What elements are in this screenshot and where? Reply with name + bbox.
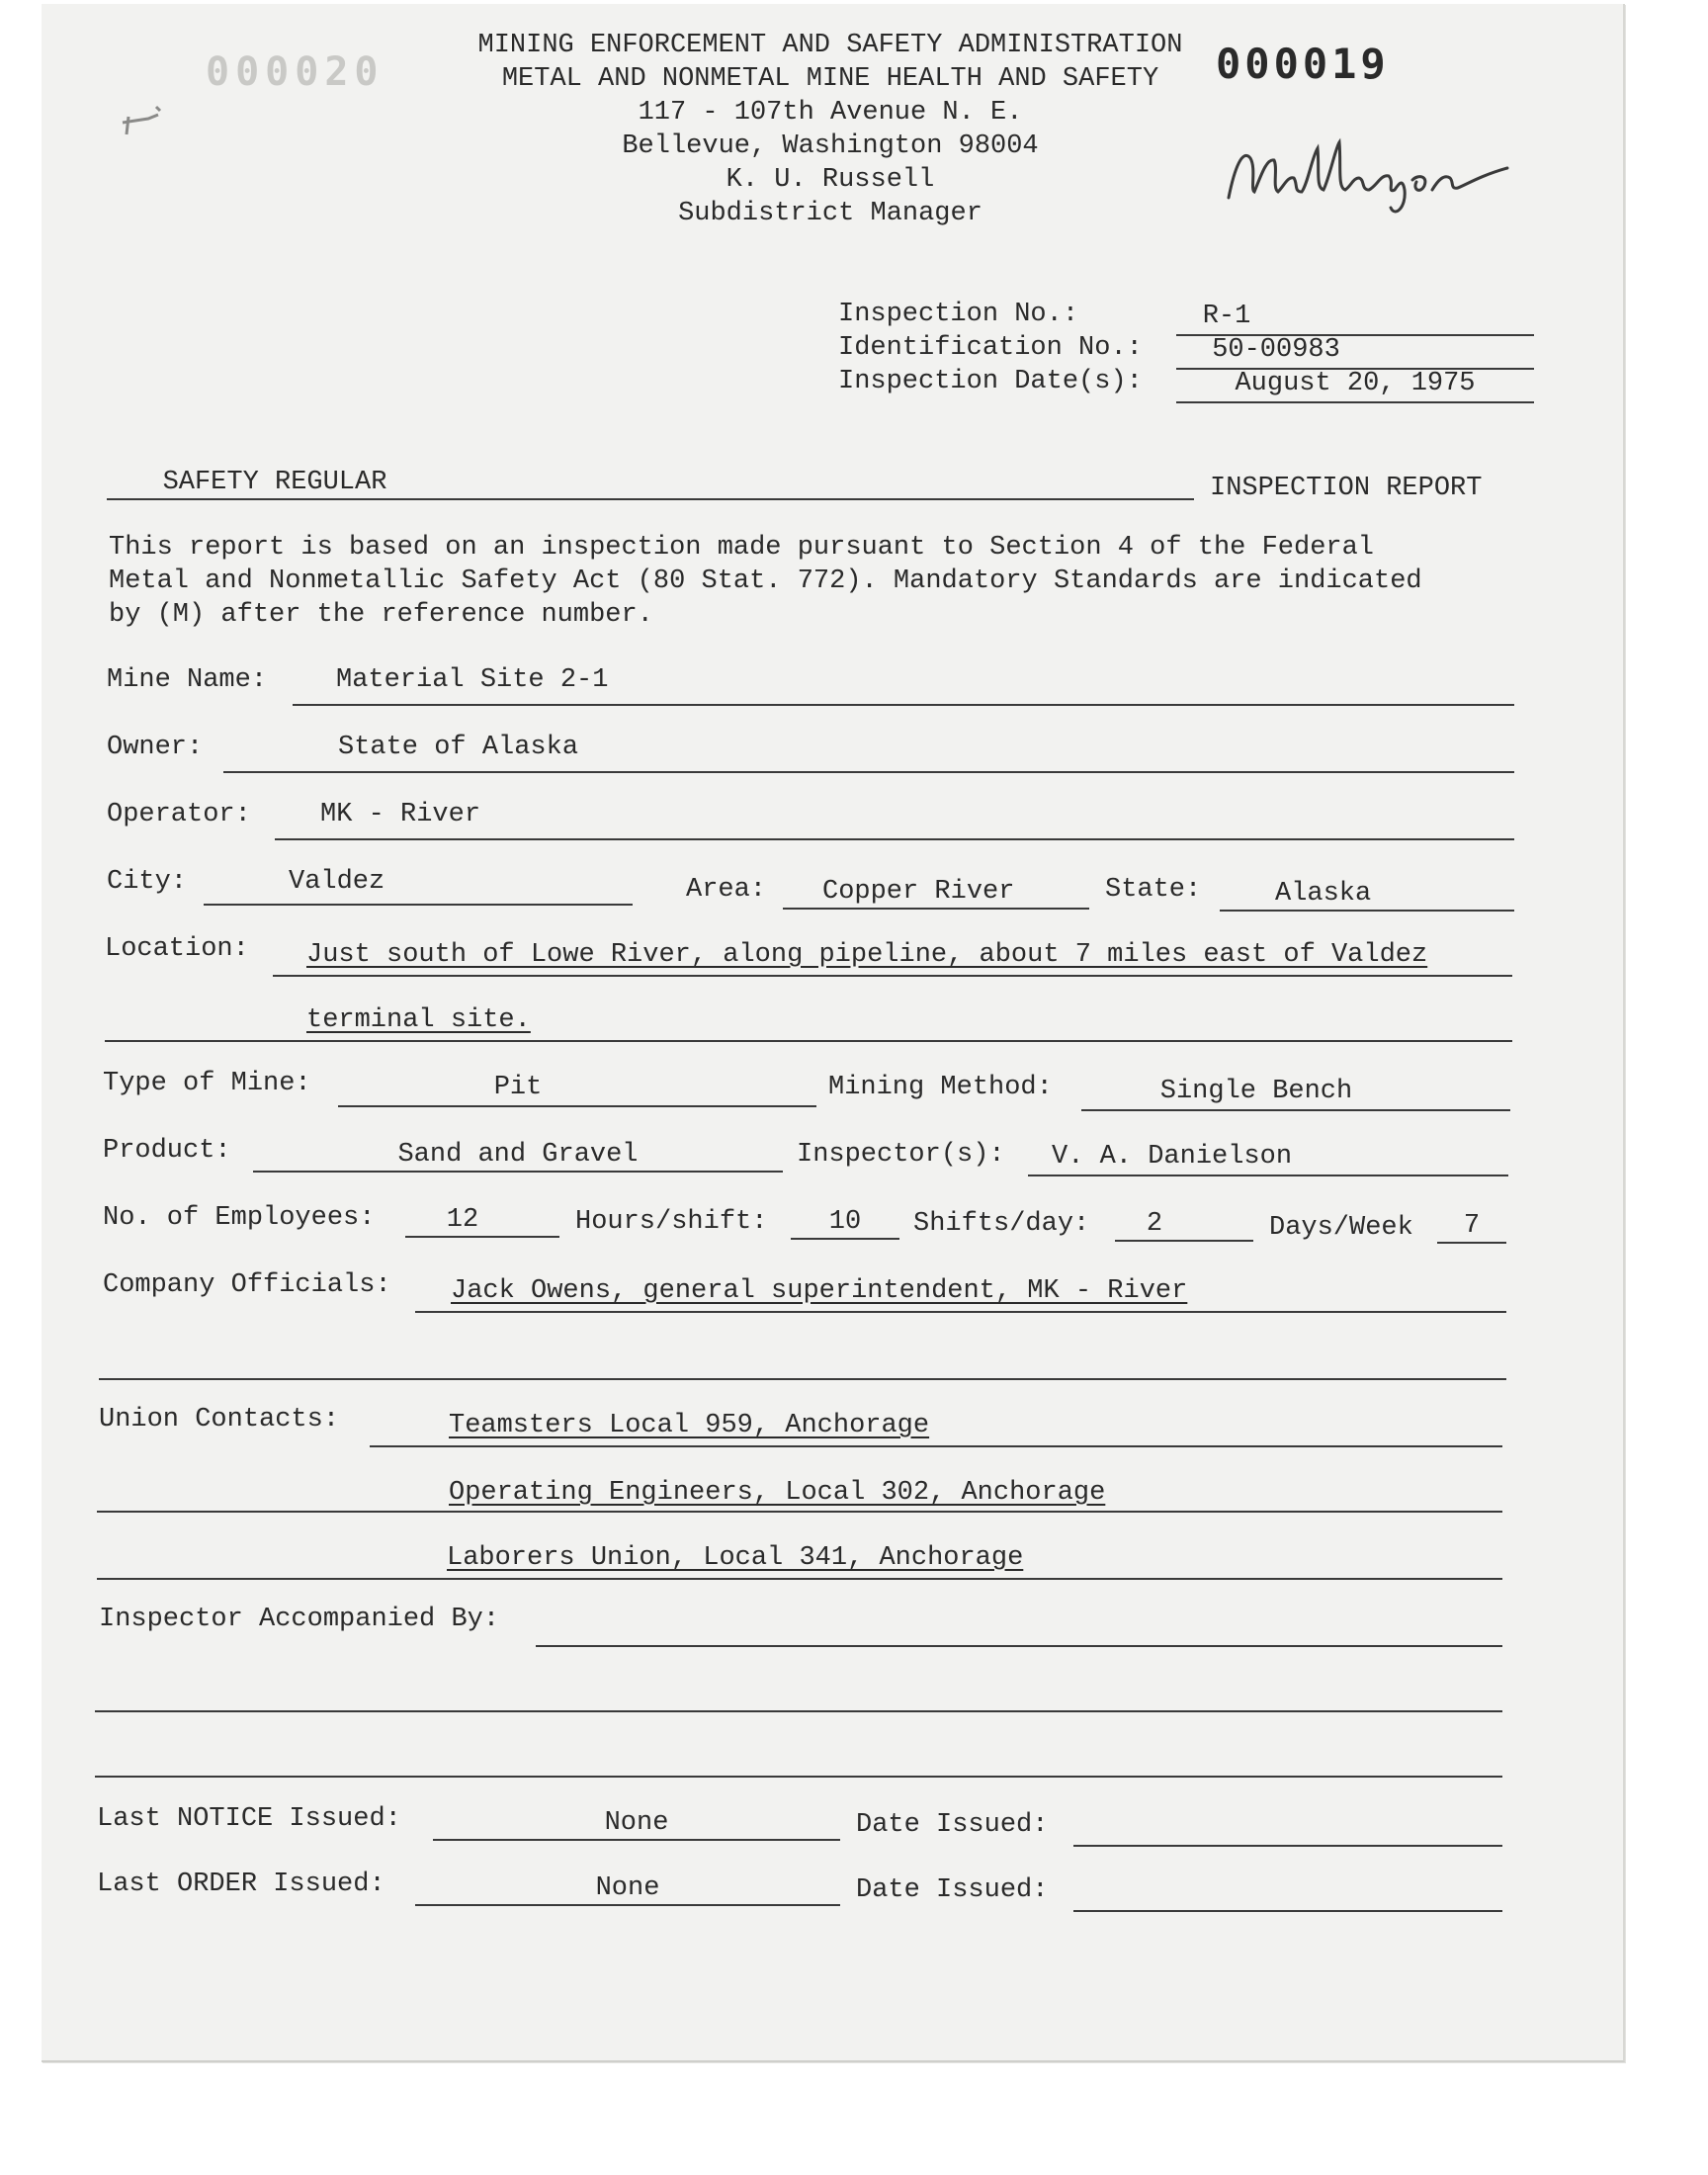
product-line (253, 1171, 783, 1173)
union-line-2 (97, 1511, 1502, 1513)
intro-line-3: by (M) after the reference number. (109, 600, 653, 630)
inspection-no-label: Inspection No.: (838, 300, 1079, 329)
inspection-date-label: Inspection Date(s): (838, 367, 1143, 396)
area-line (783, 908, 1089, 910)
inspection-no-value: R-1 (1202, 302, 1251, 331)
intro-line-1: This report is based on an inspection made pursuant to Section 4 of the Federal (109, 533, 1375, 563)
accompanied-line-3 (95, 1776, 1502, 1778)
union-line-1 (370, 1445, 1502, 1447)
mining-method-label: Mining Method: (828, 1073, 1053, 1102)
page-number-stamp: 000019 (1216, 40, 1390, 88)
state-value: Alaska (1275, 879, 1372, 909)
union-value-2: Operating Engineers, Local 302, Anchorage (449, 1478, 1106, 1508)
inspection-date-line (1176, 401, 1534, 403)
product-value: Sand and Gravel (397, 1140, 639, 1170)
type-of-mine-line (338, 1105, 816, 1107)
identification-no-label: Identification No.: (838, 333, 1143, 363)
officials-line-2 (99, 1378, 1506, 1380)
division-name: METAL AND NONMETAL MINE HEALTH AND SAFETY (501, 64, 1159, 94)
officials-value: Jack Owens, general superintendent, MK - River (451, 1276, 1188, 1306)
union-value-1: Teamsters Local 959, Anchorage (449, 1411, 930, 1440)
manager-name: K. U. Russell (726, 165, 935, 195)
accompanied-label: Inspector Accompanied By: (99, 1605, 500, 1634)
mining-method-value: Single Bench (1159, 1077, 1353, 1106)
operator-label: Operator: (107, 800, 251, 829)
notice-value: None (604, 1808, 669, 1838)
order-date-line (1073, 1910, 1502, 1912)
manager-title: Subdistrict Manager (678, 199, 982, 228)
signature (1221, 129, 1517, 218)
days-line (1437, 1242, 1506, 1244)
accompanied-line-1 (536, 1645, 1502, 1647)
mine-name-label: Mine Name: (107, 665, 268, 695)
agency-name: MINING ENFORCEMENT AND SAFETY ADMINISTRATION (477, 31, 1183, 60)
city-line (204, 904, 633, 906)
employees-label: No. of Employees: (103, 1203, 376, 1233)
hours-value: 10 (828, 1207, 862, 1237)
city-label: City: (107, 867, 188, 897)
shifts-line (1115, 1240, 1253, 1242)
operator-value: MK - River (320, 800, 481, 829)
product-label: Product: (103, 1136, 231, 1166)
mine-name-value: Material Site 2-1 (336, 665, 609, 695)
officials-line-1 (415, 1311, 1506, 1313)
state-line (1220, 910, 1514, 912)
union-value-3: Laborers Union, Local 341, Anchorage (447, 1543, 1024, 1573)
location-line-2 (105, 1040, 1512, 1042)
intro-line-2: Metal and Nonmetallic Safety Act (80 Stat. 772). Mandatory Standards are indicated (109, 566, 1422, 596)
state-label: State: (1105, 875, 1202, 905)
type-of-mine-value: Pit (493, 1073, 543, 1102)
location-label: Location: (105, 934, 249, 964)
hours-line (791, 1238, 899, 1240)
type-of-mine-label: Type of Mine: (103, 1069, 311, 1098)
employees-line (405, 1236, 559, 1238)
officials-label: Company Officials: (103, 1270, 391, 1300)
report-type: SAFETY REGULAR (162, 468, 387, 497)
mine-name-line (293, 704, 1514, 706)
area-value: Copper River (822, 877, 1015, 907)
report-type-line (107, 498, 1194, 500)
scribble-mark (119, 97, 178, 146)
notice-line (433, 1839, 840, 1841)
report-title-suffix: INSPECTION REPORT (1210, 474, 1483, 503)
order-value: None (595, 1873, 660, 1903)
union-label: Union Contacts: (99, 1405, 340, 1435)
shifts-value: 2 (1146, 1209, 1163, 1239)
inspectors-label: Inspector(s): (797, 1140, 1005, 1170)
area-label: Area: (686, 875, 767, 905)
location-value-1: Just south of Lowe River, along pipeline, about 7 miles east of Valdez (306, 940, 1428, 970)
order-date-label: Date Issued: (856, 1875, 1049, 1905)
operator-line (275, 838, 1514, 840)
mining-method-line (1081, 1109, 1510, 1111)
days-label: Days/Week (1269, 1213, 1413, 1243)
identification-no-value: 50-00983 (1212, 335, 1340, 365)
city-address: Bellevue, Washington 98004 (622, 131, 1039, 161)
order-line (415, 1904, 840, 1906)
inspection-date-value: August 20, 1975 (1235, 369, 1476, 398)
owner-value: State of Alaska (338, 733, 579, 762)
union-line-3 (97, 1578, 1502, 1580)
days-value: 7 (1463, 1211, 1481, 1241)
hours-label: Hours/shift: (575, 1207, 768, 1237)
location-line-1 (273, 975, 1512, 977)
accompanied-line-2 (95, 1710, 1502, 1712)
inspectors-value: V. A. Danielson (1052, 1142, 1293, 1172)
street-address: 117 - 107th Avenue N. E. (638, 98, 1023, 128)
employees-value: 12 (446, 1205, 479, 1235)
order-label: Last ORDER Issued: (97, 1870, 385, 1899)
notice-date-line (1073, 1845, 1502, 1847)
notice-date-label: Date Issued: (856, 1810, 1049, 1840)
inspectors-line (1028, 1174, 1508, 1176)
shifts-label: Shifts/day: (913, 1209, 1090, 1239)
city-value: Valdez (289, 867, 385, 897)
owner-label: Owner: (107, 733, 204, 762)
location-value-2: terminal site. (306, 1005, 531, 1035)
faded-page-number: 000020 (206, 49, 384, 95)
owner-line (223, 771, 1514, 773)
notice-label: Last NOTICE Issued: (97, 1804, 401, 1834)
